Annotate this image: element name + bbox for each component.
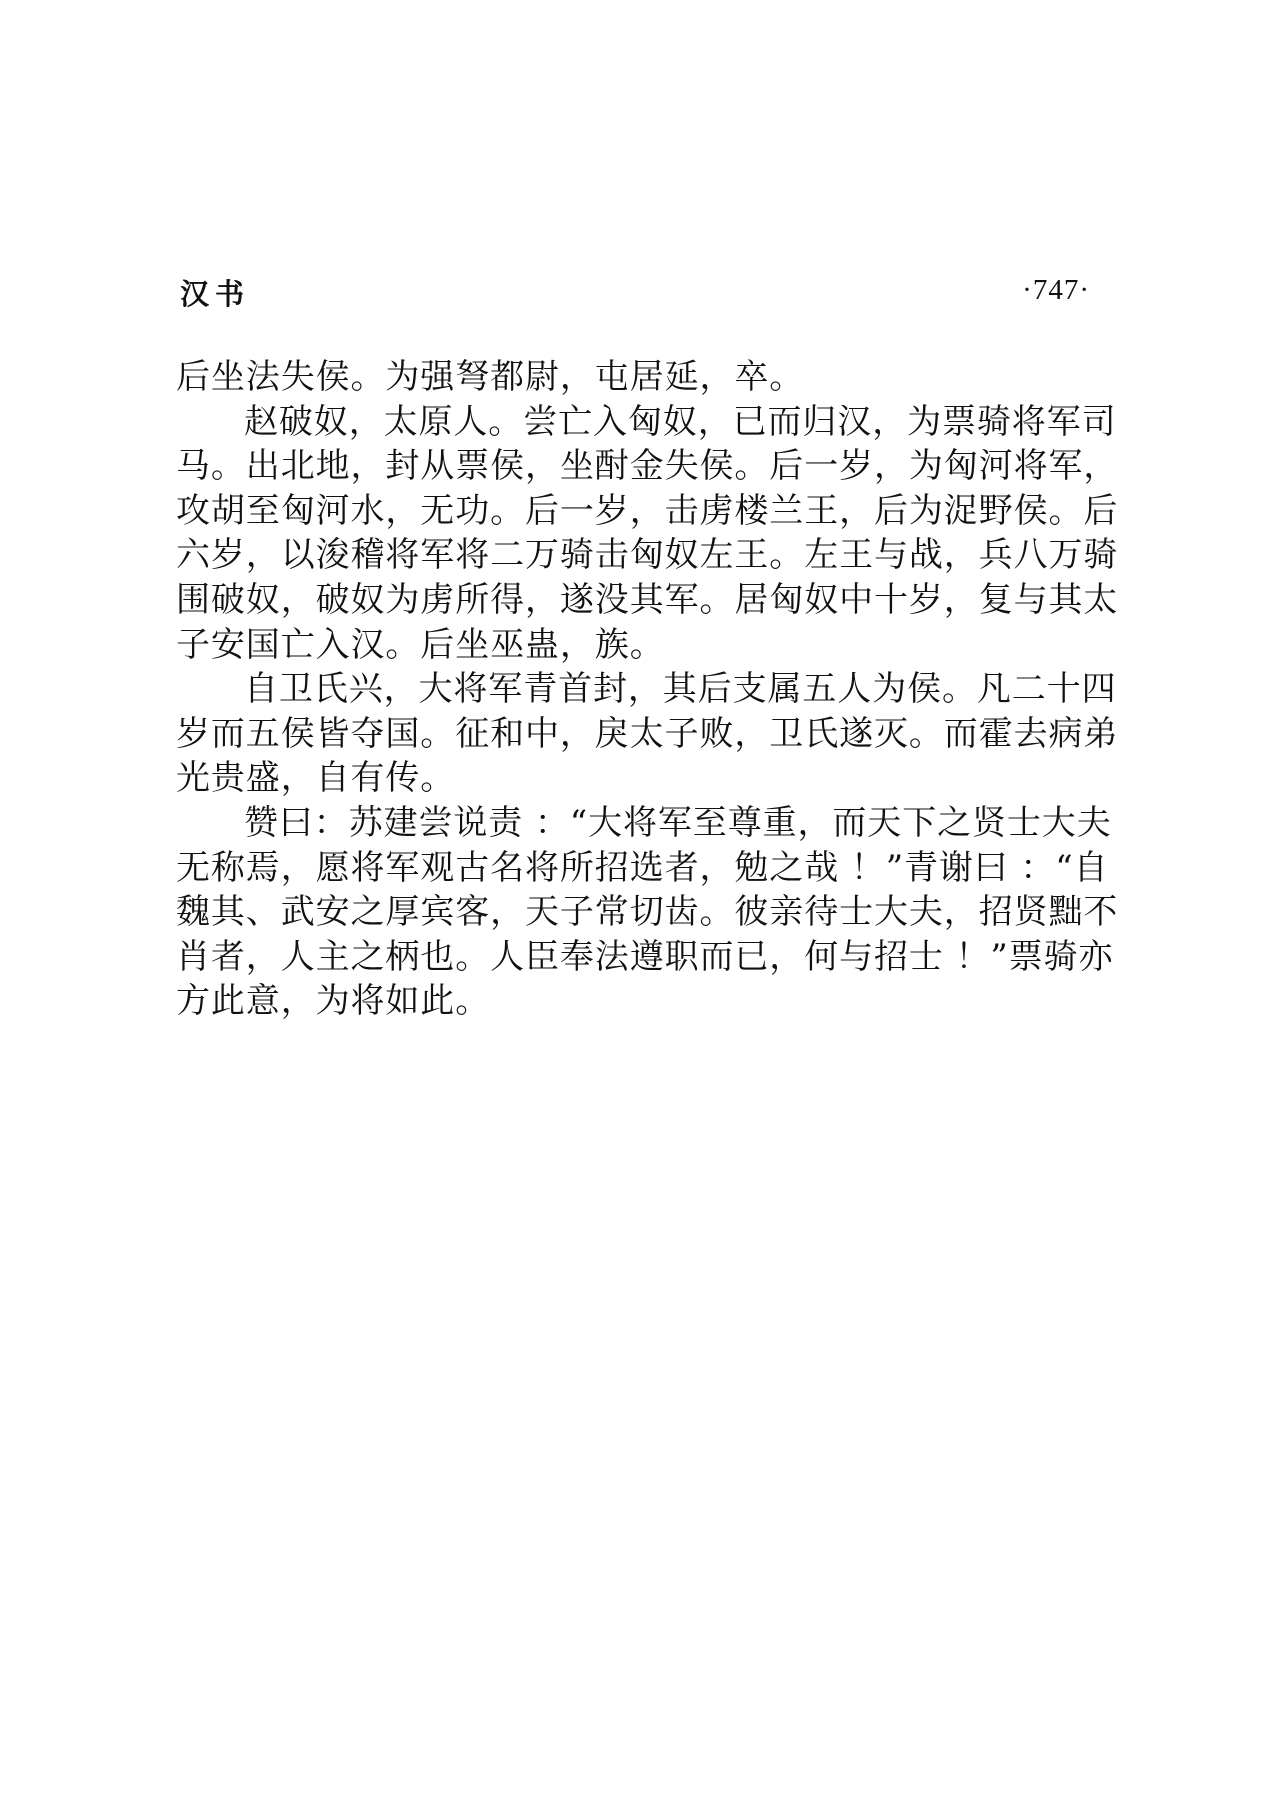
book-title: 汉书 bbox=[180, 277, 251, 311]
text-line: 六岁，以浚稽将军将二万骑击匈奴左王。左王与战，兵八万骑 bbox=[176, 535, 1119, 576]
text-line: 子安国亡入汉。后坐巫蛊，族。 bbox=[176, 624, 665, 665]
text-line: 方此意，为将如此。 bbox=[176, 981, 491, 1022]
running-head bbox=[180, 272, 1090, 316]
text-line: 无称焉，愿将军观古名将所招选者，勉之哉 ！”青谢曰 ：“自 bbox=[176, 847, 1109, 888]
body-text bbox=[176, 355, 1119, 1024]
text-line: 肖者，人主之柄也。人臣奉法遵职而已，何与招士 ！”票骑亦 bbox=[176, 936, 1114, 977]
text-line: 岁而五侯皆夺国。征和中，戾太子败，卫氏遂灭。而霍去病弟 bbox=[176, 713, 1119, 754]
paragraph-start-line: 赵破奴，太原人。尝亡入匈奴，已而归汉，为票骑将军司 bbox=[244, 401, 1117, 442]
text-line: 攻胡至匈河水，无功。后一岁，击虏楼兰王，后为浞野侯。后 bbox=[176, 490, 1119, 531]
page-number: ·747· bbox=[1022, 274, 1090, 306]
text-line: 马。出北地，封从票侯，坐酎金失侯。后一岁，为匈河将军， bbox=[176, 446, 1119, 487]
text-line: 光贵盛，自有传。 bbox=[176, 758, 456, 799]
text-line: 围破奴，破奴为虏所得，遂没其军。居匈奴中十岁，复与其太 bbox=[176, 579, 1119, 620]
text-line: 魏其、武安之厚宾客，天子常切齿。彼亲待士大夫，招贤黜不 bbox=[176, 892, 1119, 933]
text-line: 后坐法失侯。为强弩都尉，屯居延，卒。 bbox=[176, 357, 805, 397]
paragraph-start-line: 自卫氏兴，大将军青首封，其后支属五人为侯。凡二十四 bbox=[244, 669, 1117, 710]
paragraph-start-line: 赞曰：苏建尝说责 ：“大将军至尊重，而天下之贤士大夫 bbox=[244, 802, 1112, 843]
